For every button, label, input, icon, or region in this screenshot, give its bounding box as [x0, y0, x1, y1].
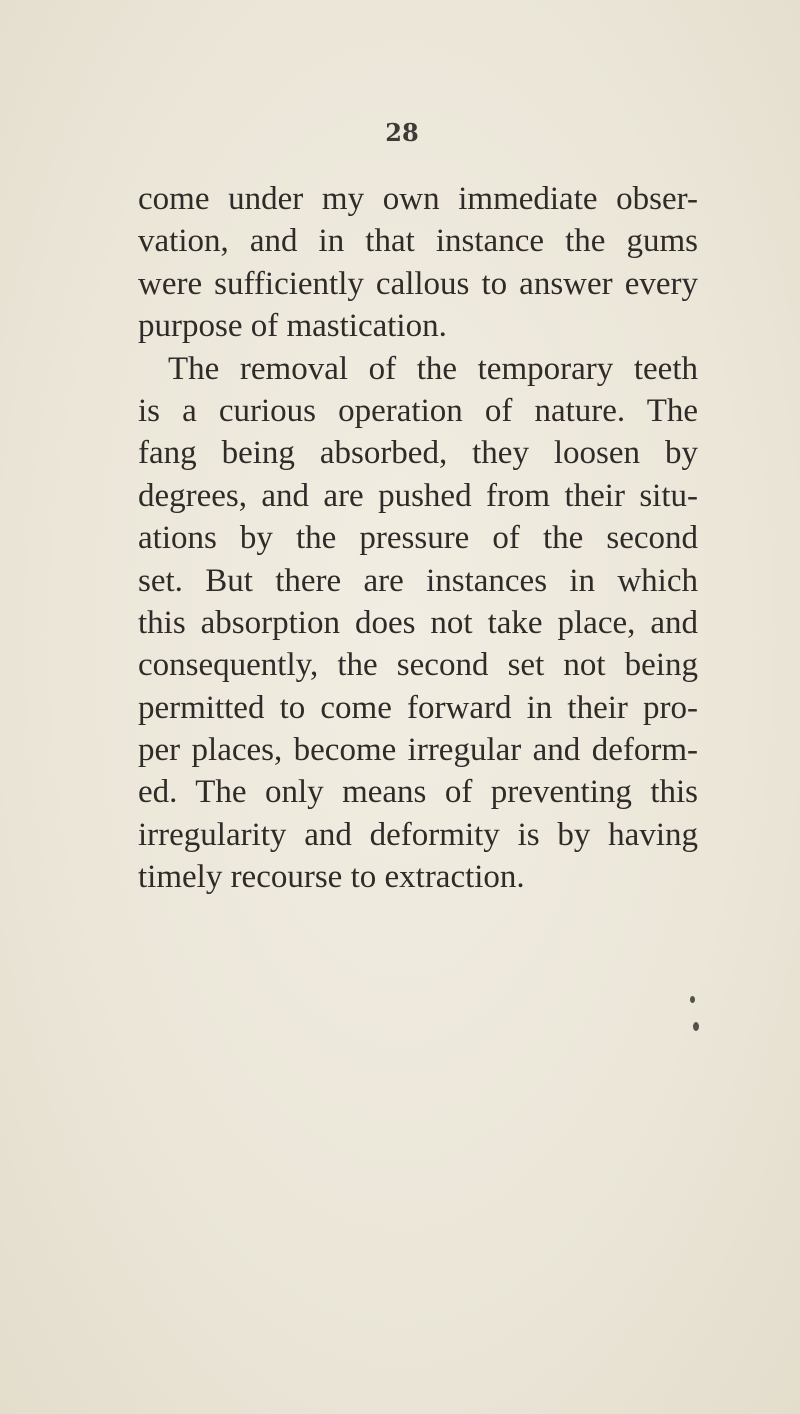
text-line: vation, and in that instance the gums	[138, 223, 698, 260]
text-line: timely recourse to extraction.	[138, 859, 525, 896]
ink-speck	[693, 1022, 699, 1031]
text-line: this absorption does not take place, and	[138, 604, 698, 641]
text-line: per places, become irregular and deform-	[138, 732, 698, 769]
text-line: ed. The only means of preventing this	[138, 774, 698, 811]
ink-speck	[690, 996, 695, 1003]
text-line: were sufficiently callous to answer every	[138, 265, 698, 302]
text-line: irregularity and deformity is by having	[138, 816, 698, 853]
page-number: 28	[385, 118, 419, 147]
body-text	[138, 178, 698, 899]
text-line: ations by the pressure of the second	[138, 520, 698, 557]
text-line: come under my own immediate obser-	[138, 181, 698, 217]
text-line: degrees, and are pushed from their situ-	[138, 477, 698, 514]
text-line: purpose of mastication.	[138, 308, 447, 345]
text-line: set. But there are instances in which	[138, 562, 698, 599]
text-line: permitted to come forward in their pro-	[138, 689, 698, 726]
text-line: fang being absorbed, they loosen by	[138, 435, 698, 472]
text-line: is a curious operation of nature. The	[138, 392, 698, 429]
text-line: The removal of the temporary teeth	[168, 350, 698, 387]
text-line: consequently, the second set not being	[138, 647, 698, 684]
